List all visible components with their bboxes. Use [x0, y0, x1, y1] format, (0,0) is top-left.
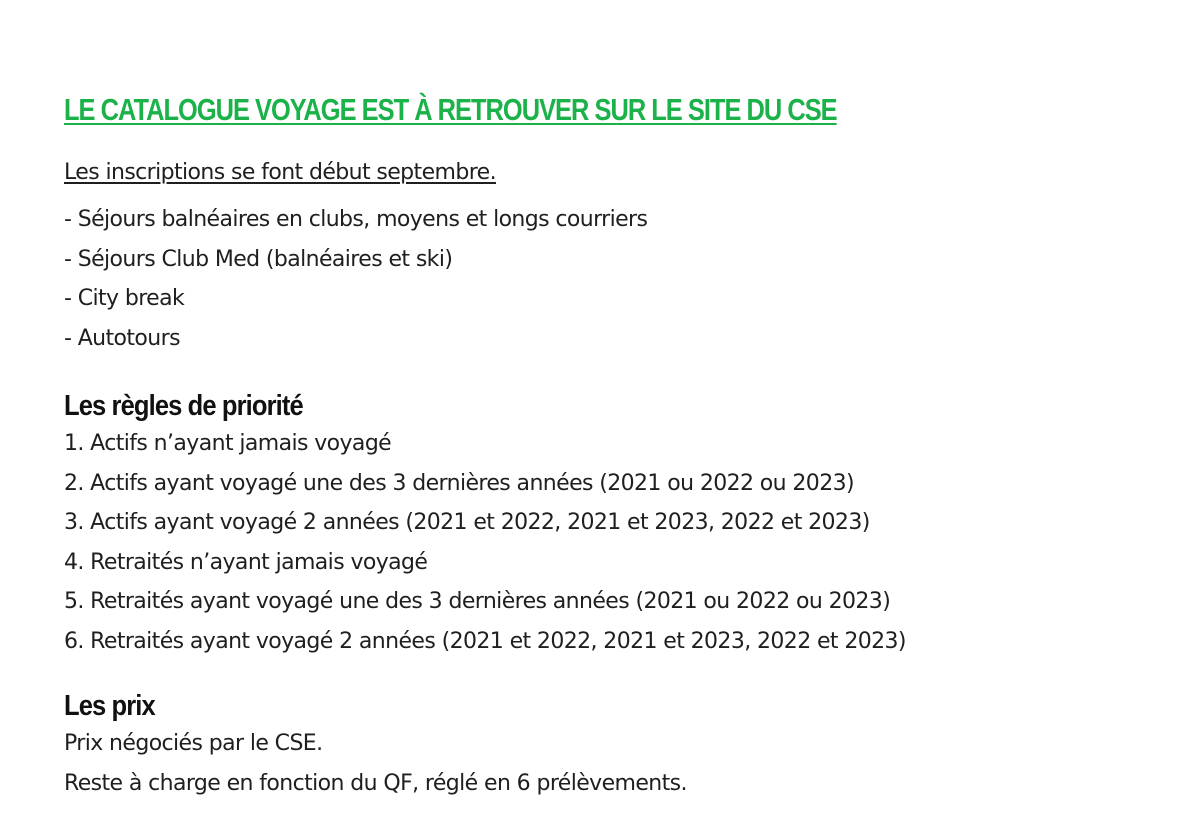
list-item: - City break	[64, 286, 185, 311]
priority-rules-heading: Les règles de priorité	[64, 390, 303, 422]
list-item: 2. Actifs ayant voyagé une des 3 dernières années (2021 ou 2022 ou 2023)	[64, 470, 854, 496]
offers-list	[64, 200, 1164, 358]
list-item: 1. Actifs n’ayant jamais voyagé	[64, 431, 392, 456]
list-item: - Séjours Club Med (balnéaires et ski)	[64, 246, 453, 272]
list-item: - Séjours balnéaires en clubs, moyens et longs courriers	[64, 207, 648, 232]
prices-text	[64, 724, 1164, 803]
price-line: Prix négociés par le CSE.	[64, 731, 323, 756]
prices-heading: Les prix	[64, 690, 155, 722]
list-item: 5. Retraités ayant voyagé une des 3 dernières années (2021 ou 2022 ou 2023)	[64, 589, 891, 614]
list-item: 6. Retraités ayant voyagé 2 années (2021 et 2022, 2021 et 2023, 2022 et 2023)	[64, 628, 906, 654]
registration-note: Les inscriptions se font début septembre.	[64, 160, 496, 185]
list-item: 4. Retraités n’ayant jamais voyagé	[64, 549, 428, 575]
catalogue-title: LE CATALOGUE VOYAGE EST À RETROUVER SUR LE SITE DU CSE	[64, 92, 837, 127]
list-item: 3. Actifs ayant voyagé 2 années (2021 et 2022, 2021 et 2023, 2022 et 2023)	[64, 510, 870, 535]
price-line: Reste à charge en fonction du QF, réglé en 6 prélèvements.	[64, 770, 687, 796]
document-page	[64, 90, 1164, 803]
list-item: - Autotours	[64, 325, 180, 351]
priority-rules-list	[64, 424, 1164, 661]
